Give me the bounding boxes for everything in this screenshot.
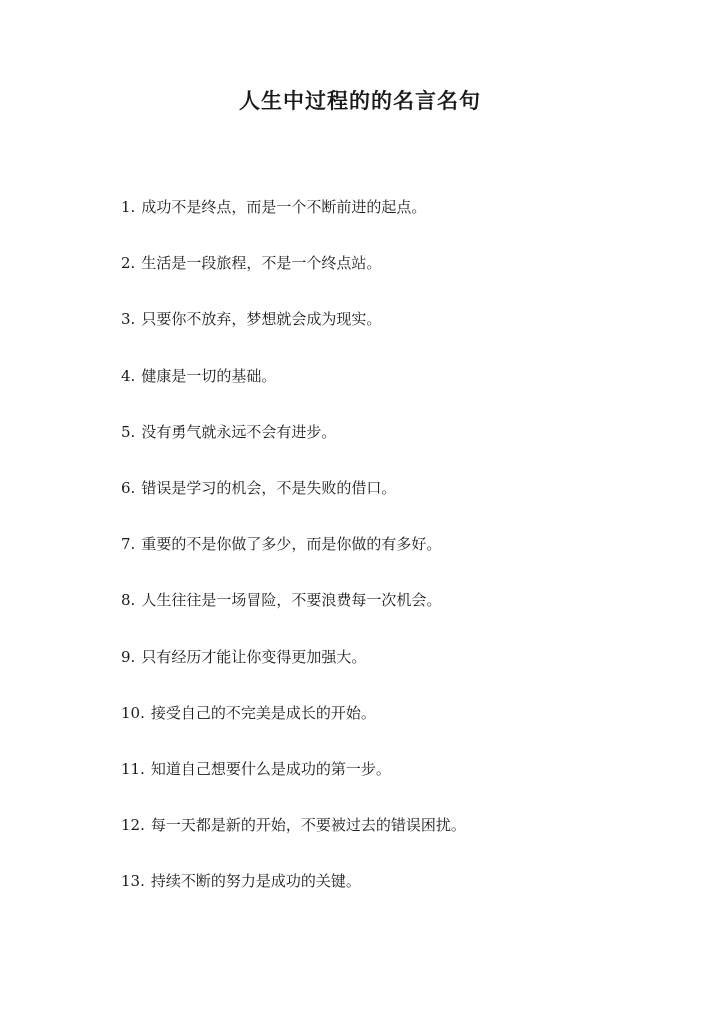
list-item-number: 8.: [121, 591, 136, 610]
list-item-number: 3.: [121, 310, 136, 329]
list-item: [121, 192, 681, 248]
list-item-text: 每一天都是新的开始，不要被过去的错误困扰。: [150, 816, 466, 835]
list-item-text: 知道自己想要什么是成功的第一步。: [150, 759, 391, 778]
list-item-number: 9.: [121, 647, 136, 666]
list-item-number: 5.: [121, 422, 136, 441]
list-item-text: 重要的不是你做了多少，而是你做的有多好。: [141, 535, 442, 554]
list-item-number: 2.: [121, 254, 136, 273]
list-item-number: 6.: [121, 478, 136, 497]
list-item-text: 错误是学习的机会，不是失败的借口。: [141, 478, 397, 497]
list-item-text: 只有经历才能让你变得更加强大。: [141, 647, 367, 666]
list-item: [121, 754, 681, 810]
list-item: [121, 642, 681, 698]
list-item-number: 11.: [121, 759, 145, 778]
list-item-number: 12.: [121, 816, 145, 835]
list-item-text: 没有勇气就永远不会有进步。: [141, 422, 337, 441]
list-item-number: 7.: [121, 535, 136, 554]
quote-list: [121, 192, 681, 922]
list-item: [121, 810, 681, 866]
list-item-text: 生活是一段旅程，不是一个终点站。: [141, 254, 382, 273]
list-item: [121, 473, 681, 529]
list-item-text: 接受自己的不完美是成长的开始。: [150, 703, 376, 722]
list-item: [121, 417, 681, 473]
list-item-text: 人生往往是一场冒险，不要浪费每一次机会。: [141, 591, 442, 610]
list-item-text: 持续不断的努力是成功的关键。: [150, 872, 361, 891]
list-item-number: 4.: [121, 366, 136, 385]
list-item: [121, 698, 681, 754]
list-item: [121, 529, 681, 585]
list-item-number: 1.: [121, 198, 136, 216]
page-title: 人生中过程的的名言名句: [239, 88, 481, 113]
list-item: [121, 304, 681, 360]
list-item-text: 成功不是终点，而是一个不断前进的起点。: [141, 198, 427, 216]
list-item: [121, 248, 681, 304]
list-item: [121, 585, 681, 641]
list-item-text: 只要你不放弃，梦想就会成为现实。: [141, 310, 382, 329]
list-item: [121, 866, 681, 922]
list-item-number: 13.: [121, 872, 145, 891]
list-item-number: 10.: [121, 703, 145, 722]
list-item: [121, 361, 681, 417]
list-item-text: 健康是一切的基础。: [141, 366, 277, 385]
